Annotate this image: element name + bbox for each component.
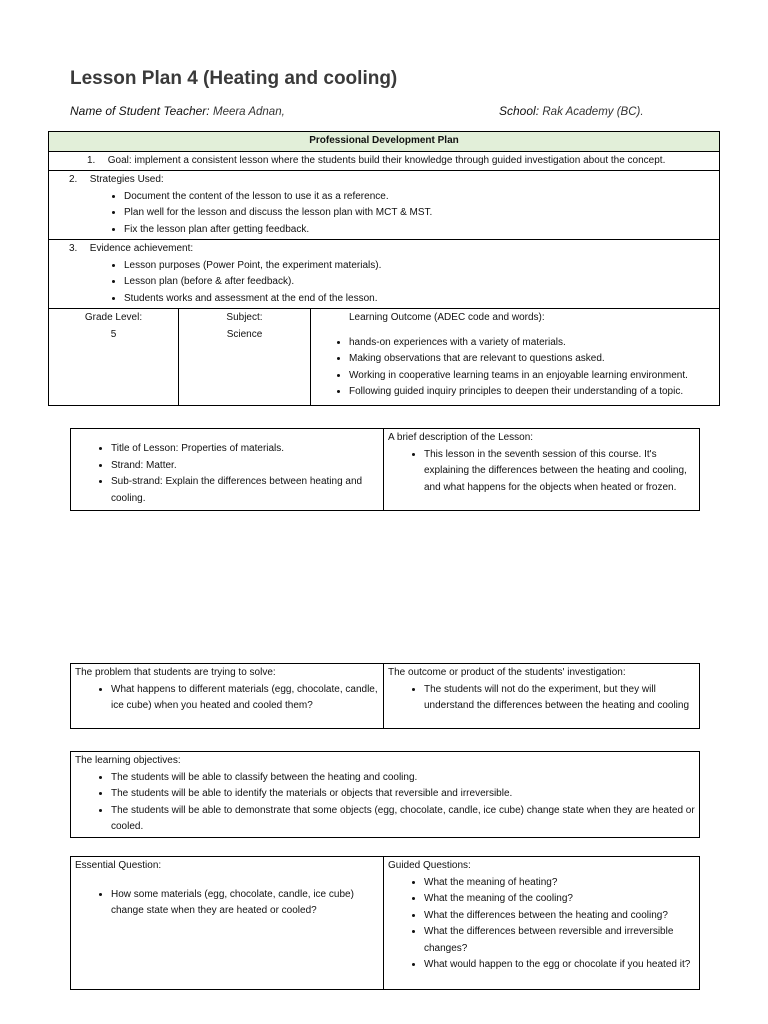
subject-cell <box>179 309 311 406</box>
objectives-table <box>70 751 700 838</box>
essential-question-cell <box>71 857 384 990</box>
list-item: • How some materials (egg, chocolate, candle, ice cube) change state when they are heated or cooled? <box>111 887 379 920</box>
school-line <box>499 104 644 118</box>
strategies-list <box>69 189 715 239</box>
list-item <box>111 441 379 458</box>
strategies-number: 2. <box>69 174 78 185</box>
evidence-number: 3. <box>69 243 78 254</box>
teacher-name: Meera Adnan, <box>212 106 285 118</box>
list-item <box>111 474 379 507</box>
list-item <box>111 458 379 475</box>
objectives-cell <box>71 752 700 838</box>
subject-value: Science <box>226 328 263 340</box>
essential-list <box>75 887 379 920</box>
lesson-info-list <box>75 441 379 507</box>
lesson-description-cell <box>384 429 700 511</box>
substrand-value: Explain the differences between heating and cooling. <box>111 476 363 504</box>
investigation-outcome-list <box>388 682 695 715</box>
pdp-strategies <box>49 171 720 240</box>
pdp-table <box>48 131 720 406</box>
outcome-label: Learning Outcome (ADEC code and words): <box>349 312 545 323</box>
pdp-evidence <box>49 240 720 309</box>
school-name: Rak Academy (BC). <box>542 106 644 118</box>
grade-value: 5 <box>110 328 117 340</box>
objectives-label: The learning objectives: <box>75 755 181 766</box>
list-item: • The students will not do the experiment, but they will understand the differences between the heating and cooling <box>424 682 695 715</box>
list-item: • The students will be able to classify between the heating and cooling. <box>111 770 695 787</box>
list-item: • What happens to different materials (egg, chocolate, candle, ice cube) when you heated and cooled them? <box>111 682 379 715</box>
goal-number: 1. <box>87 154 96 166</box>
strand-value: Matter. <box>146 459 177 471</box>
lesson-title-value: Properties of materials. <box>181 443 285 454</box>
list-item: • What the differences between the heating and cooling? <box>424 908 695 925</box>
subject-label: Subject: <box>226 312 263 323</box>
investigation-outcome-label: The outcome or product of the students' investigation: <box>388 667 626 678</box>
essential-label: Essential Question: <box>75 860 162 871</box>
list-item: • This lesson in the seventh session of this course. It's explaining the differences between the heating and cooling, and what happens for the objects when heated or frozen. <box>424 447 695 497</box>
objectives-list <box>75 770 695 836</box>
outcome-cell <box>311 309 720 406</box>
list-item: • The students will be able to demonstrate that some objects (egg, chocolate, candle, ice cube) change state when they are heated or cooled. <box>111 803 695 836</box>
list-item: • Lesson plan (before & after feedback). <box>124 274 715 291</box>
investigation-outcome-cell <box>384 664 700 729</box>
lesson-info-cell <box>71 429 384 511</box>
guided-list <box>388 875 695 974</box>
list-item: • Document the content of the lesson to use it as a reference. <box>124 189 715 206</box>
questions-table <box>70 856 700 990</box>
list-item: • What the meaning of heating? <box>424 875 695 892</box>
list-item: • Fix the lesson plan after getting feedback. <box>124 222 715 239</box>
list-item: • What would happen to the egg or chocolate if you heated it? <box>424 957 695 974</box>
list-item: • Lesson purposes (Power Point, the experiment materials). <box>124 258 715 275</box>
list-item: • What the meaning of the cooling? <box>424 891 695 908</box>
teacher-label: Name of Student Teacher: <box>70 104 210 118</box>
outcomes-list <box>349 335 715 401</box>
list-item: • The students will be able to identify the materials or objects that reversible and irreversible. <box>111 786 695 803</box>
goal-label: Goal: <box>107 154 132 166</box>
list-item: • Following guided inquiry principles to deepen their understanding of a topic. <box>349 384 715 401</box>
grade-cell <box>49 309 179 406</box>
evidence-list <box>69 258 715 308</box>
description-list <box>388 447 695 497</box>
problem-table <box>70 663 700 729</box>
list-item: • Making observations that are relevant to questions asked. <box>349 351 715 368</box>
page-title: Lesson Plan 4 (Heating and cooling) <box>70 68 398 89</box>
list-item: • Plan well for the lesson and discuss the lesson plan with MCT & MST. <box>124 205 715 222</box>
lesson-title-label: Title of Lesson: <box>111 443 179 454</box>
lesson-table <box>70 428 700 511</box>
evidence-label: Evidence achievement: <box>89 243 194 254</box>
list-item: • hands-on experiences with a variety of materials. <box>349 335 715 352</box>
substrand-label: Sub-strand: <box>111 476 163 487</box>
goal-text: implement a consistent lesson where the students build their knowledge through guided investigation about the concept. <box>134 154 666 166</box>
school-label: School: <box>499 104 540 118</box>
description-label: A brief description of the Lesson: <box>388 432 534 443</box>
guided-label: Guided Questions: <box>388 860 471 871</box>
problem-list <box>75 682 379 715</box>
problem-label: The problem that students are trying to solve: <box>75 667 276 678</box>
list-item: • What the differences between reversible and irreversible changes? <box>424 924 695 957</box>
strand-label: Strand: <box>111 459 144 471</box>
pdp-goal <box>49 151 720 171</box>
strategies-label: Strategies Used: <box>89 174 164 185</box>
list-item: • Students works and assessment at the end of the lesson. <box>124 291 715 308</box>
grade-label: Grade Level: <box>84 312 143 323</box>
teacher-line <box>70 104 285 118</box>
guided-questions-cell <box>384 857 700 990</box>
list-item: • Working in cooperative learning teams in an enjoyable learning environment. <box>349 368 715 385</box>
problem-cell <box>71 664 384 729</box>
pdp-header: Professional Development Plan <box>49 132 720 152</box>
